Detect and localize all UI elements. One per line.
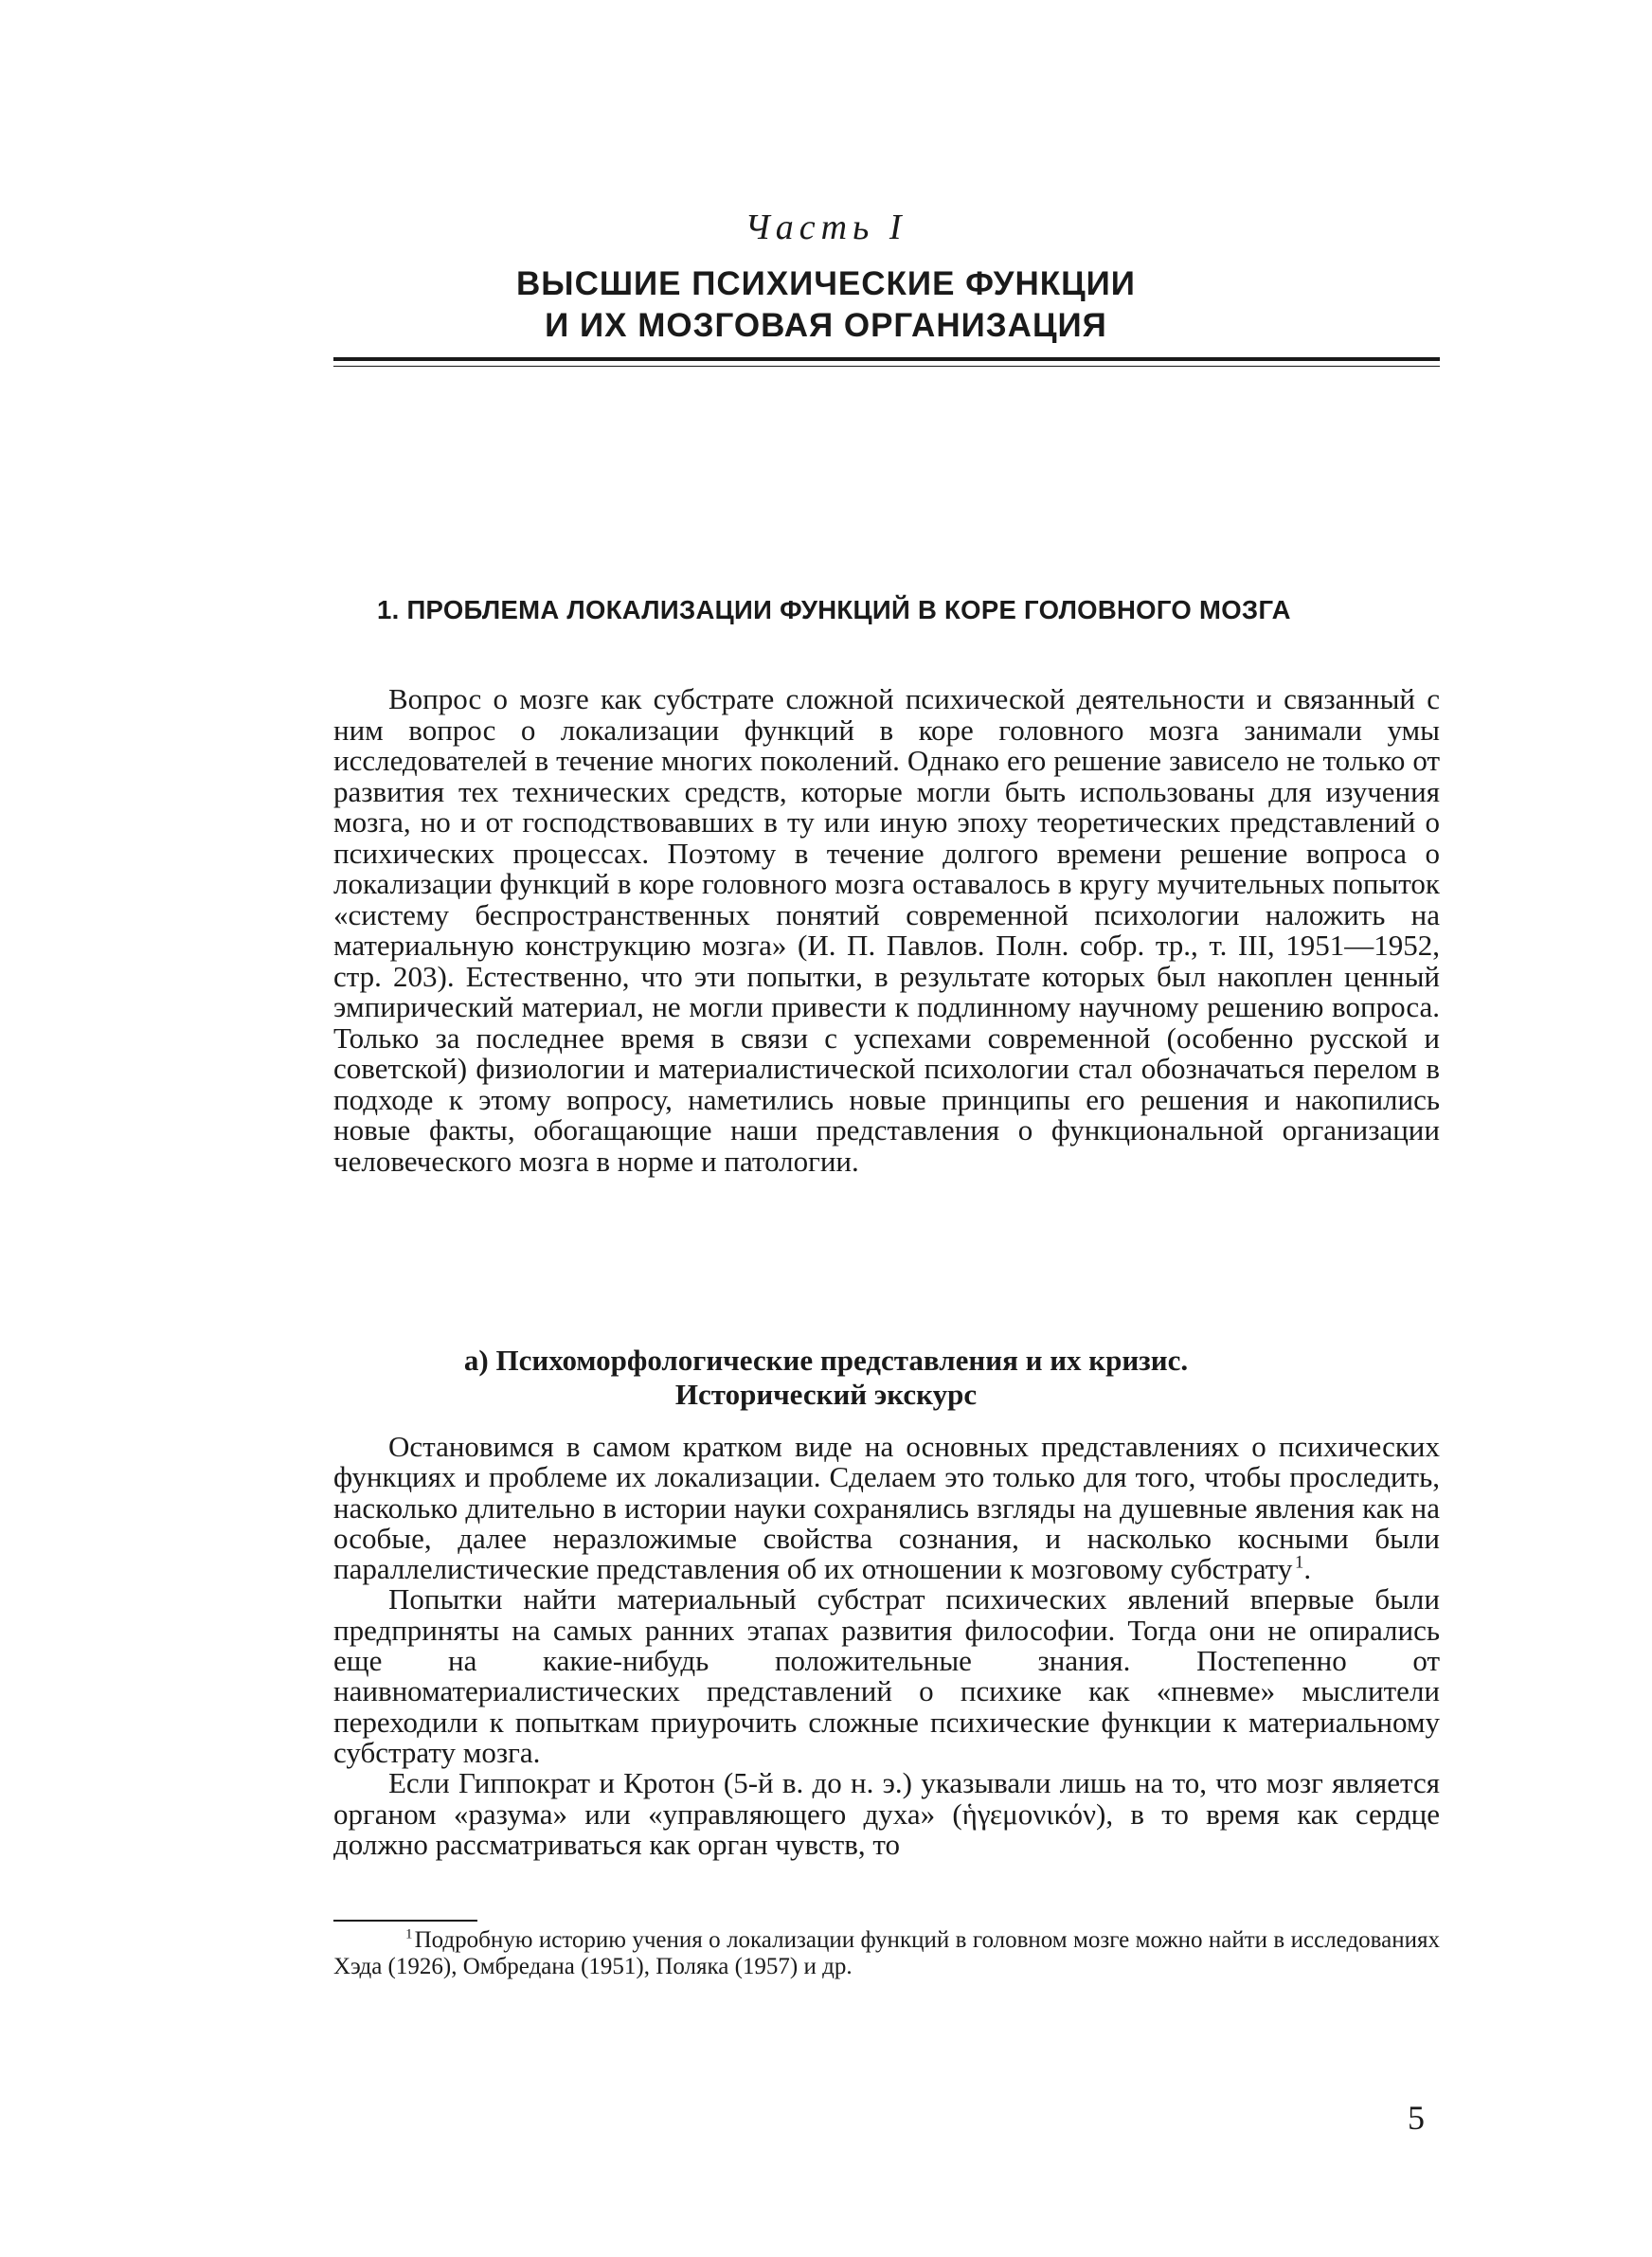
part-title-line-2: И ИХ МОЗГОВАЯ ОРГАНИЗАЦИЯ	[545, 307, 1107, 344]
paragraph: Если Гиппократ и Кротон (5-й в. до н. э.) указывали лишь на то, что мозг является органом «разума» или «управляющего духа» (ἡγεμονικόν), в то время как сердце должно рассматриваться как орган чувств, то	[333, 1766, 1440, 1861]
footnote-mark: 1	[405, 1926, 413, 1942]
part-label: Часть I	[745, 208, 907, 247]
subsection-title-line-2: Исторический экскурс	[674, 1378, 978, 1411]
title-rule-thin	[333, 366, 1440, 367]
paragraph-text-end: .	[1303, 1552, 1312, 1586]
paragraph: Попытки найти материальный субстрат психических явлений впервые были предприняты на самых ранних этапах развития философии. Тогда они не опирались еще на какие-нибудь положительные знания. Постепенно от наивноматериалистических представлений о психике как «пневме» мыслители переходили к попыткам приурочить сложные психические функции к материальному субстрату мозга.	[333, 1582, 1440, 1769]
chapter-intro-text	[333, 684, 1440, 1177]
paragraph-text: Остановимся в самом кратком виде на основных представлениях о психических функциях и проблеме их локализации. Сделаем это только для того, чтобы проследить, насколько длительно в истории науки сохранялись взгляды на душевные явления как на особые, далее неразложимые свойства сознания, и насколько косными были параллелистические представления об их отношении к мозговому субстрату	[333, 1430, 1440, 1586]
part-title-line-1: ВЫСШИЕ ПСИХИЧЕСКИЕ ФУНКЦИИ	[516, 265, 1136, 302]
paragraph: Вопрос о мозге как субстрате сложной психической деятельности и связанный с ним вопрос о локализации функций в коре головного мозга занимали умы исследователей в течение многих поколений. Однако его решение зависело не только от развития тех технических средств, которые могли быть использованы для изучения мозга, но и от господствовавших в ту или иную эпоху теоретических представлений о психических процессах. Поэтому в течение долгого времени решение вопроса о локализации функций в коре головного мозга оставалось в кругу мучительных попыток «систему беспространственных понятий современной психологии наложить на материальную конструкцию мозга» (И. П. Павлов. Полн. собр. тр., т. III, 1951—1952, стр. 203). Естественно, что эти попытки, в результате которых был накоплен ценный эмпирический материал, не могли привести к подлинному научному решению вопроса. Только за последнее время в связи с успехами современной (особенно русской и советской) физиологии и материалистической психологии стал обозначаться перелом в подходе к этому вопросу, наметились новые принципы его решения и накопились новые факты, обогащающие наши представления о функциональной организации человеческого мозга в норме и патологии.	[333, 682, 1440, 1178]
footnote-text: Подробную историю учения о локализации функций в головном мозге можно найти в исследованиях Хэда (1926), Омбредана (1951), Поляка (1957) и др.	[333, 1927, 1440, 1979]
footnote-divider	[333, 1920, 477, 1922]
title-rule-thick	[333, 357, 1440, 361]
subsection-heading	[0, 1344, 1652, 1412]
paragraph	[333, 1432, 1440, 1584]
chapter-heading: 1. ПРОБЛЕМА ЛОКАЛИЗАЦИИ ФУНКЦИЙ В КОРЕ ГОЛОВНОГО МОЗГА	[377, 595, 1291, 624]
footnote-reference[interactable]: 1	[1295, 1552, 1304, 1573]
subsection-text	[333, 1432, 1440, 1860]
footnote	[333, 1927, 1440, 1980]
part-title	[0, 263, 1652, 347]
subsection-title-line-1: а) Психоморфологические представления и их кризис.	[463, 1344, 1189, 1377]
page-number: 5	[1408, 2099, 1425, 2137]
